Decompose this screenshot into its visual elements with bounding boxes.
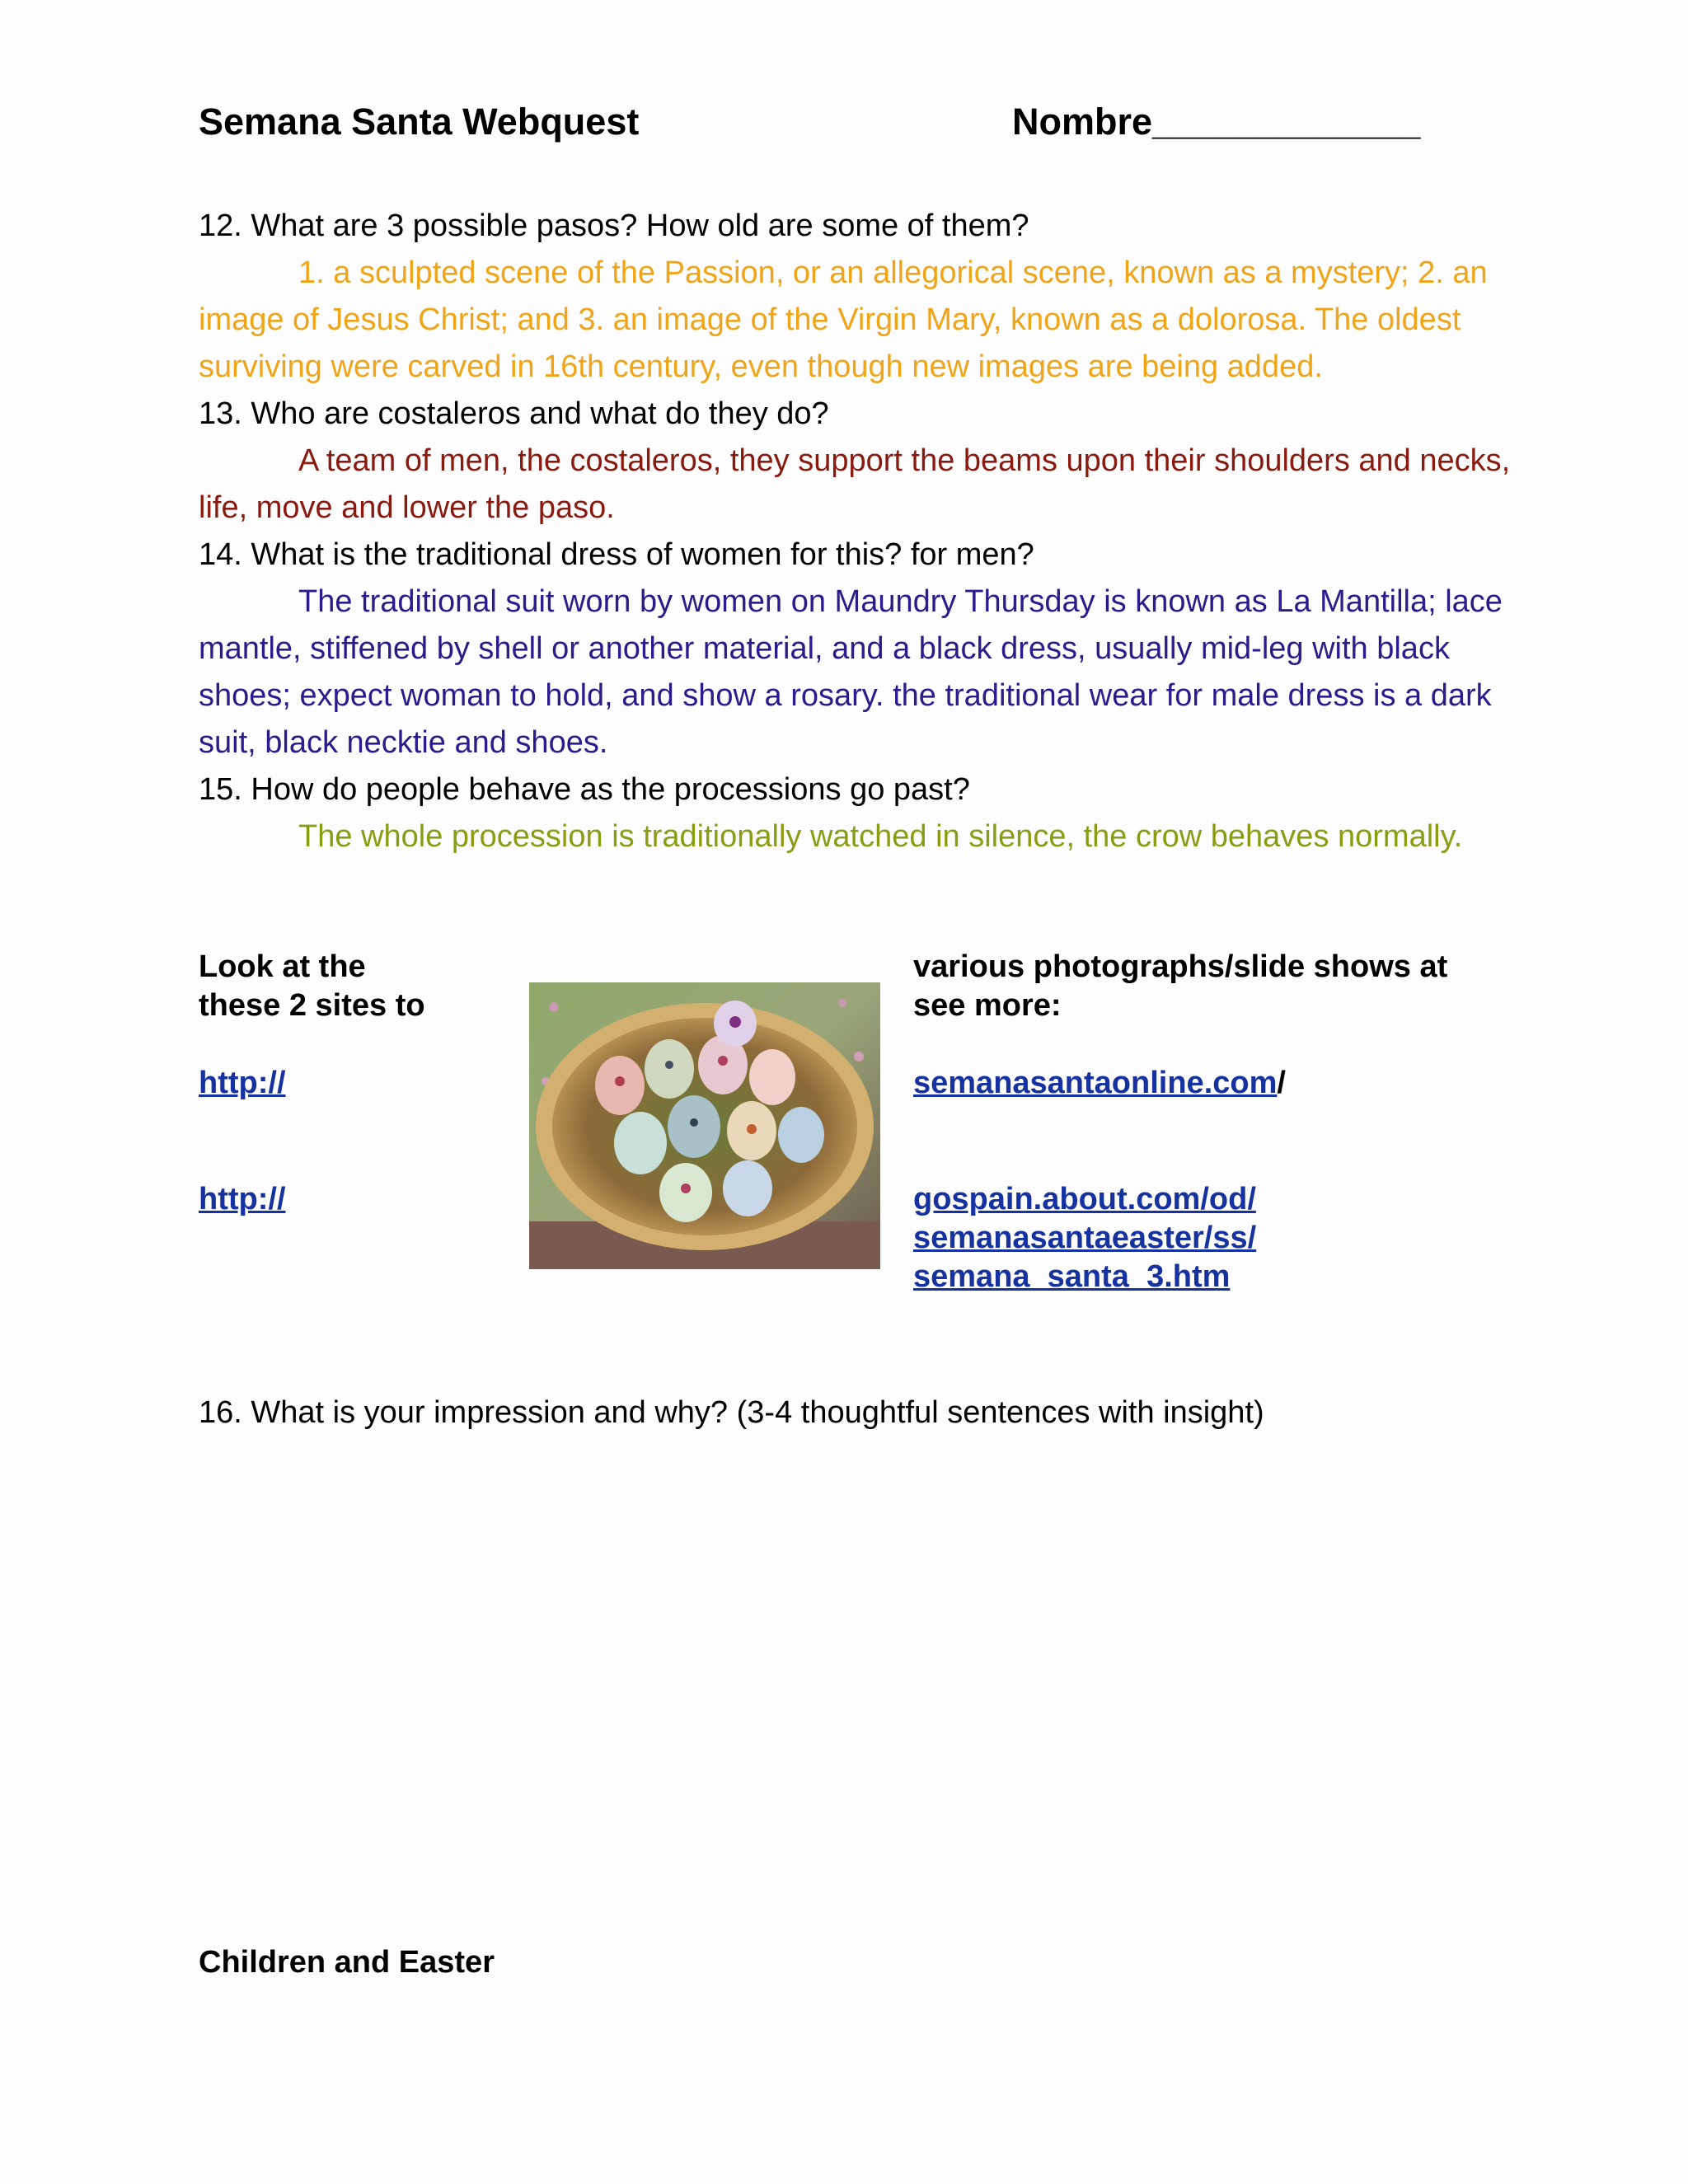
right-link-2-line-1[interactable]: gospain.about.com/od/ <box>913 1182 1256 1216</box>
answer-13-rest: necks, life, move and lower the paso. <box>199 443 1511 525</box>
sites-left-column <box>199 948 512 1219</box>
sites-intro-line-2: these 2 sites to <box>199 988 425 1023</box>
sites-right-column <box>913 948 1540 1296</box>
answer-14-first-line: The traditional suit worn by women on Maundry Thursday is known as La <box>298 584 1311 619</box>
easter-eggs-photo <box>529 982 880 1269</box>
answer-15 <box>199 813 1517 860</box>
right-link-2-line-3[interactable]: semana_santa_3.htm <box>913 1259 1231 1294</box>
sites-intro-right-line-1: various photographs/slide shows at <box>913 949 1448 984</box>
answer-12-rest: 2. an image of Jesus Christ; and 3. an image of the Virgin Mary, known as a dolorosa. The oldest surviving were carved in 16th century, even though new images are being added. <box>199 255 1488 384</box>
question-12: 12. What are 3 possible pasos? How old are some of them? <box>199 209 1029 243</box>
right-link-1[interactable]: semanasantaonline.com <box>913 1066 1278 1100</box>
question-13: 13. Who are costaleros and what do they do? <box>199 396 829 431</box>
answer-13-first-line: A team of men, the costaleros, they support the beams upon their shoulders and <box>298 443 1411 478</box>
question-15: 15. How do people behave as the processions go past? <box>199 772 970 807</box>
answer-14 <box>199 579 1517 766</box>
answer-15-rest: normally. <box>1338 819 1463 854</box>
name-field-label: Nombre_____________ <box>1012 101 1421 143</box>
left-link-1[interactable]: http:// <box>199 1066 286 1100</box>
right-link-1-suffix: / <box>1277 1066 1286 1100</box>
question-16: 16. What is your impression and why? (3-4 thoughtful sentences with insight) <box>199 1395 1264 1430</box>
answer-12-first-line: 1. a sculpted scene of the Passion, or an allegorical scene, known as a mystery; <box>298 255 1409 290</box>
sites-intro-right-line-2: see more: <box>913 988 1062 1023</box>
question-list <box>199 203 1517 860</box>
question-14: 14. What is the traditional dress of women for this? for men? <box>199 537 1034 572</box>
answer-15-first-line: The whole procession is traditionally watched in silence, the crow behaves <box>298 819 1329 854</box>
answer-12 <box>199 250 1517 391</box>
section-heading: Children and Easter <box>199 1945 495 1980</box>
right-link-2-line-2[interactable]: semanasantaeaster/ss/ <box>913 1221 1257 1255</box>
answer-13 <box>199 438 1517 532</box>
left-link-2[interactable]: http:// <box>199 1182 286 1216</box>
sites-intro-line-1: Look at the <box>199 949 366 984</box>
page-title: Semana Santa Webquest <box>199 101 640 143</box>
answer-14-rest: Mantilla; lace mantle, stiffened by shell or another material, and a black dress, usually mid-leg with black shoes; expect woman to hold, and show a rosary. the traditional wear for male dress is a dark suit, black necktie and shoes. <box>199 584 1503 760</box>
